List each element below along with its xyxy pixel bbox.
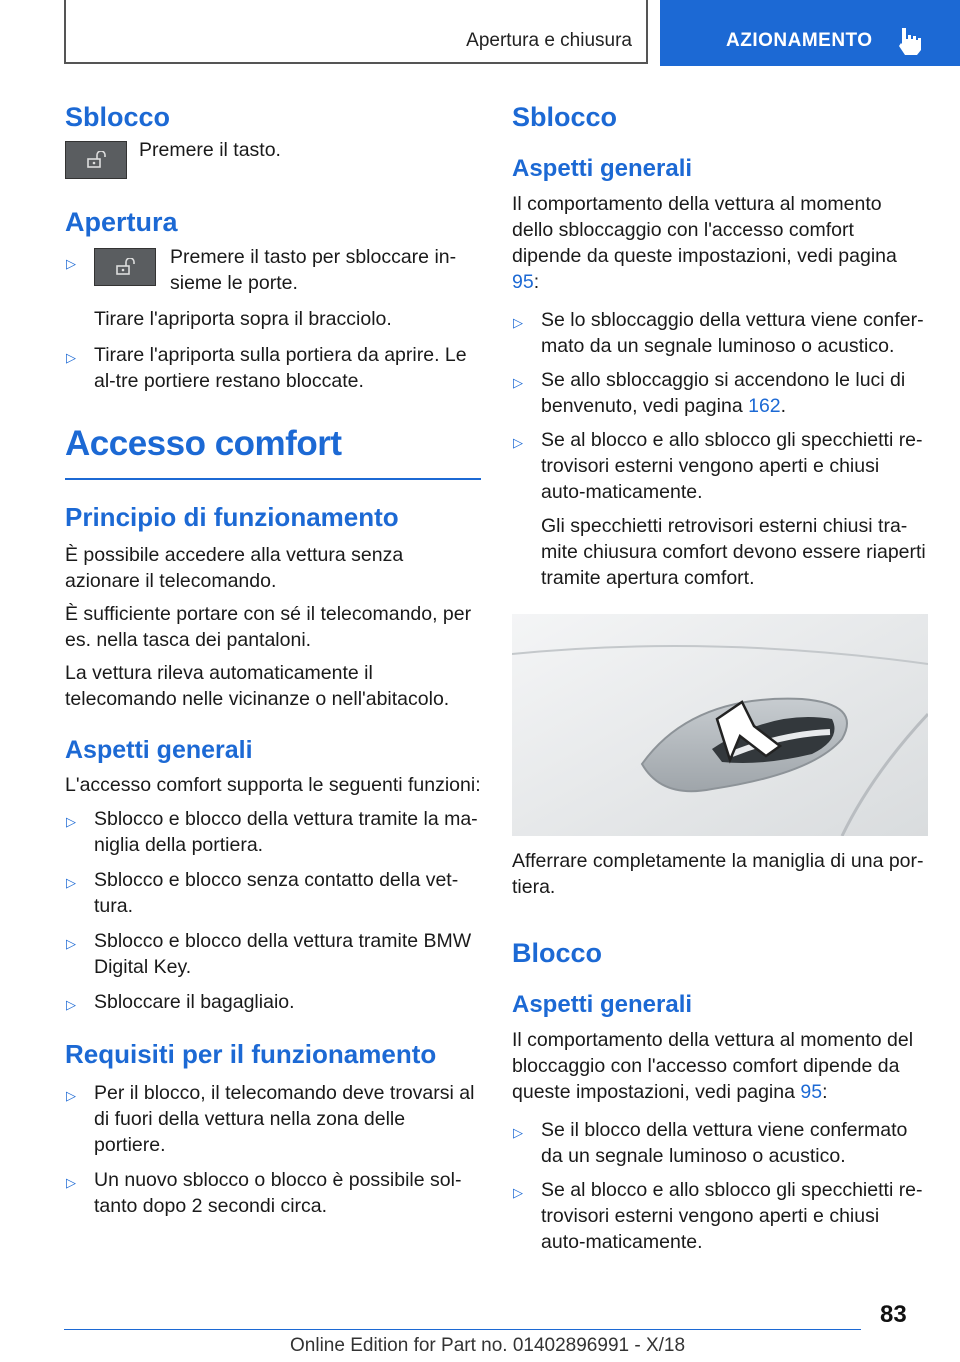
chapter-tab [660, 0, 960, 66]
door-handle-image [512, 614, 928, 836]
unlock-key-icon [65, 141, 127, 179]
page-link[interactable]: 95 [800, 1081, 823, 1103]
aspetti-heading: Aspetti generali [512, 155, 693, 182]
list-item [512, 1117, 928, 1169]
list-item [65, 989, 481, 1015]
blocco-text-body: Il comportamento della vettura al momento del bloccaggio con l'accesso comfort dipende da queste impostazioni, vedi pagina [512, 1029, 914, 1103]
principio-para: È possibile accedere alla vettura senza azionare il telecomando. [65, 544, 404, 592]
list-item-tail: . [780, 395, 787, 417]
footer-edition: Online Edition for Part no. 01402896991 - X/18 [290, 1335, 686, 1356]
page-link[interactable]: 162 [748, 395, 781, 417]
list-item [512, 307, 928, 359]
apertura-heading: Apertura [65, 207, 178, 237]
triangle-bullet-icon: ▷ [513, 435, 523, 450]
list-item-text: Se al blocco e allo sblocco gli specchietti re-trovisori esterni vengono aperti e chiusi auto-maticamente. [541, 429, 923, 503]
unlock-key-icon [94, 248, 156, 286]
triangle-bullet-icon: ▷ [66, 875, 76, 890]
blocco-text-tail: : [822, 1081, 828, 1103]
sblocco-text: Premere il tasto. [139, 139, 281, 161]
accesso-comfort-heading: Accesso comfort [65, 424, 342, 463]
list-item-text: Se il blocco della vettura viene confermato da un segnale luminoso o acustico. [541, 1119, 908, 1167]
list-item [512, 427, 928, 591]
apertura-item-text: Tirare l'apriporta sulla portiera da aprire. Le al-tre portiere restano bloccate. [94, 344, 467, 392]
list-item [65, 248, 481, 332]
list-item-text: Se allo sbloccaggio si accendono le luci di benvenuto, vedi pagina [541, 369, 906, 417]
triangle-bullet-icon: ▷ [66, 1088, 76, 1103]
aspetti-list [65, 806, 481, 1015]
left-column [65, 100, 481, 1219]
apertura-item-extra: Tirare l'apriporta sopra il bracciolo. [94, 308, 392, 330]
list-item [512, 1177, 928, 1255]
list-item [65, 928, 481, 980]
triangle-bullet-icon: ▷ [66, 1175, 76, 1190]
aspetti-text-body: Il comportamento della vettura al momento dello sbloccaggio con l'accesso comfort dipende da queste impostazioni, vedi pagina [512, 193, 897, 267]
chapter-label: AZIONAMENTO [726, 30, 873, 51]
apertura-item-text: Premere il tasto per sbloccare in-sieme le porte. [170, 246, 457, 294]
requisiti-list [65, 1080, 481, 1219]
triangle-bullet-icon: ▷ [513, 315, 523, 330]
triangle-bullet-icon: ▷ [513, 375, 523, 390]
list-item [512, 367, 928, 419]
principio-para: La vettura rileva automaticamente il telecomando nelle vicinanze o nell'abitacolo. [65, 662, 450, 710]
triangle-bullet-icon: ▷ [66, 936, 76, 951]
list-item-text: Sblocco e blocco della vettura tramite la ma-niglia della portiera. [94, 808, 478, 856]
hand-pointer-icon [896, 26, 922, 56]
sblocco-heading: Sblocco [512, 102, 618, 132]
right-column-lower [512, 848, 928, 1255]
sblocco-list [512, 307, 928, 591]
list-item-text: Sblocco e blocco senza contatto della vet-tura. [94, 869, 459, 917]
list-item [65, 1167, 481, 1219]
aspetti-text-tail: : [533, 271, 540, 293]
blocco-heading: Blocco [512, 938, 603, 968]
section-title: Apertura e chiusura [466, 30, 632, 51]
triangle-bullet-icon: ▷ [513, 1185, 523, 1200]
list-item-text: Sblocco e blocco della vettura tramite BMW Digital Key. [94, 930, 472, 978]
list-item [65, 806, 481, 858]
sblocco-row [65, 141, 481, 179]
list-item-text: Se lo sbloccaggio della vettura viene confer-mato da un segnale luminoso o acustico. [541, 309, 924, 357]
header-frame [64, 0, 648, 64]
list-item [65, 342, 481, 394]
triangle-bullet-icon: ▷ [66, 814, 76, 829]
list-item-extra: Gli specchietti retrovisori esterni chiusi tra-mite chiusura comfort devono essere riaperti tramite apertura comfort. [541, 515, 926, 589]
list-item [65, 867, 481, 919]
page-link[interactable]: 95 [512, 271, 534, 293]
principio-para: È sufficiente portare con sé il telecomando, per es. nella tasca dei pantaloni. [65, 603, 472, 651]
list-item-text: Per il blocco, il telecomando deve trovarsi al di fuori della vettura nella zona delle portiere. [94, 1082, 475, 1156]
blocco-text [512, 1027, 928, 1105]
sblocco-heading: Sblocco [65, 102, 171, 132]
triangle-bullet-icon: ▷ [66, 997, 76, 1012]
triangle-bullet-icon: ▷ [513, 1125, 523, 1140]
list-item-text: Un nuovo sblocco o blocco è possibile sol-tanto dopo 2 secondi circa. [94, 1169, 462, 1217]
footer-rule [64, 1329, 861, 1330]
aspetti-text [512, 191, 928, 295]
blocco-list [512, 1117, 928, 1255]
aspetti-heading: Aspetti generali [65, 736, 253, 764]
triangle-bullet-icon: ▷ [66, 256, 76, 271]
blocco-aspetti-heading: Aspetti generali [512, 991, 693, 1018]
apertura-list [65, 248, 481, 394]
requisiti-heading: Requisiti per il funzionamento [65, 1039, 437, 1069]
aspetti-intro: L'accesso comfort supporta le seguenti funzioni: [65, 774, 481, 796]
principio-heading: Principio di funzionamento [65, 502, 399, 532]
list-item [65, 1080, 481, 1158]
page-number: 83 [880, 1301, 907, 1328]
triangle-bullet-icon: ▷ [66, 350, 76, 365]
heading-rule [65, 478, 481, 480]
image-caption: Afferrare completamente la maniglia di una por-tiera. [512, 850, 924, 898]
list-item-text: Sbloccare il bagagliaio. [94, 991, 295, 1013]
list-item-text: Se al blocco e allo sblocco gli specchietti re-trovisori esterni vengono aperti e chiusi auto-maticamente. [541, 1179, 923, 1253]
right-column [512, 100, 928, 639]
